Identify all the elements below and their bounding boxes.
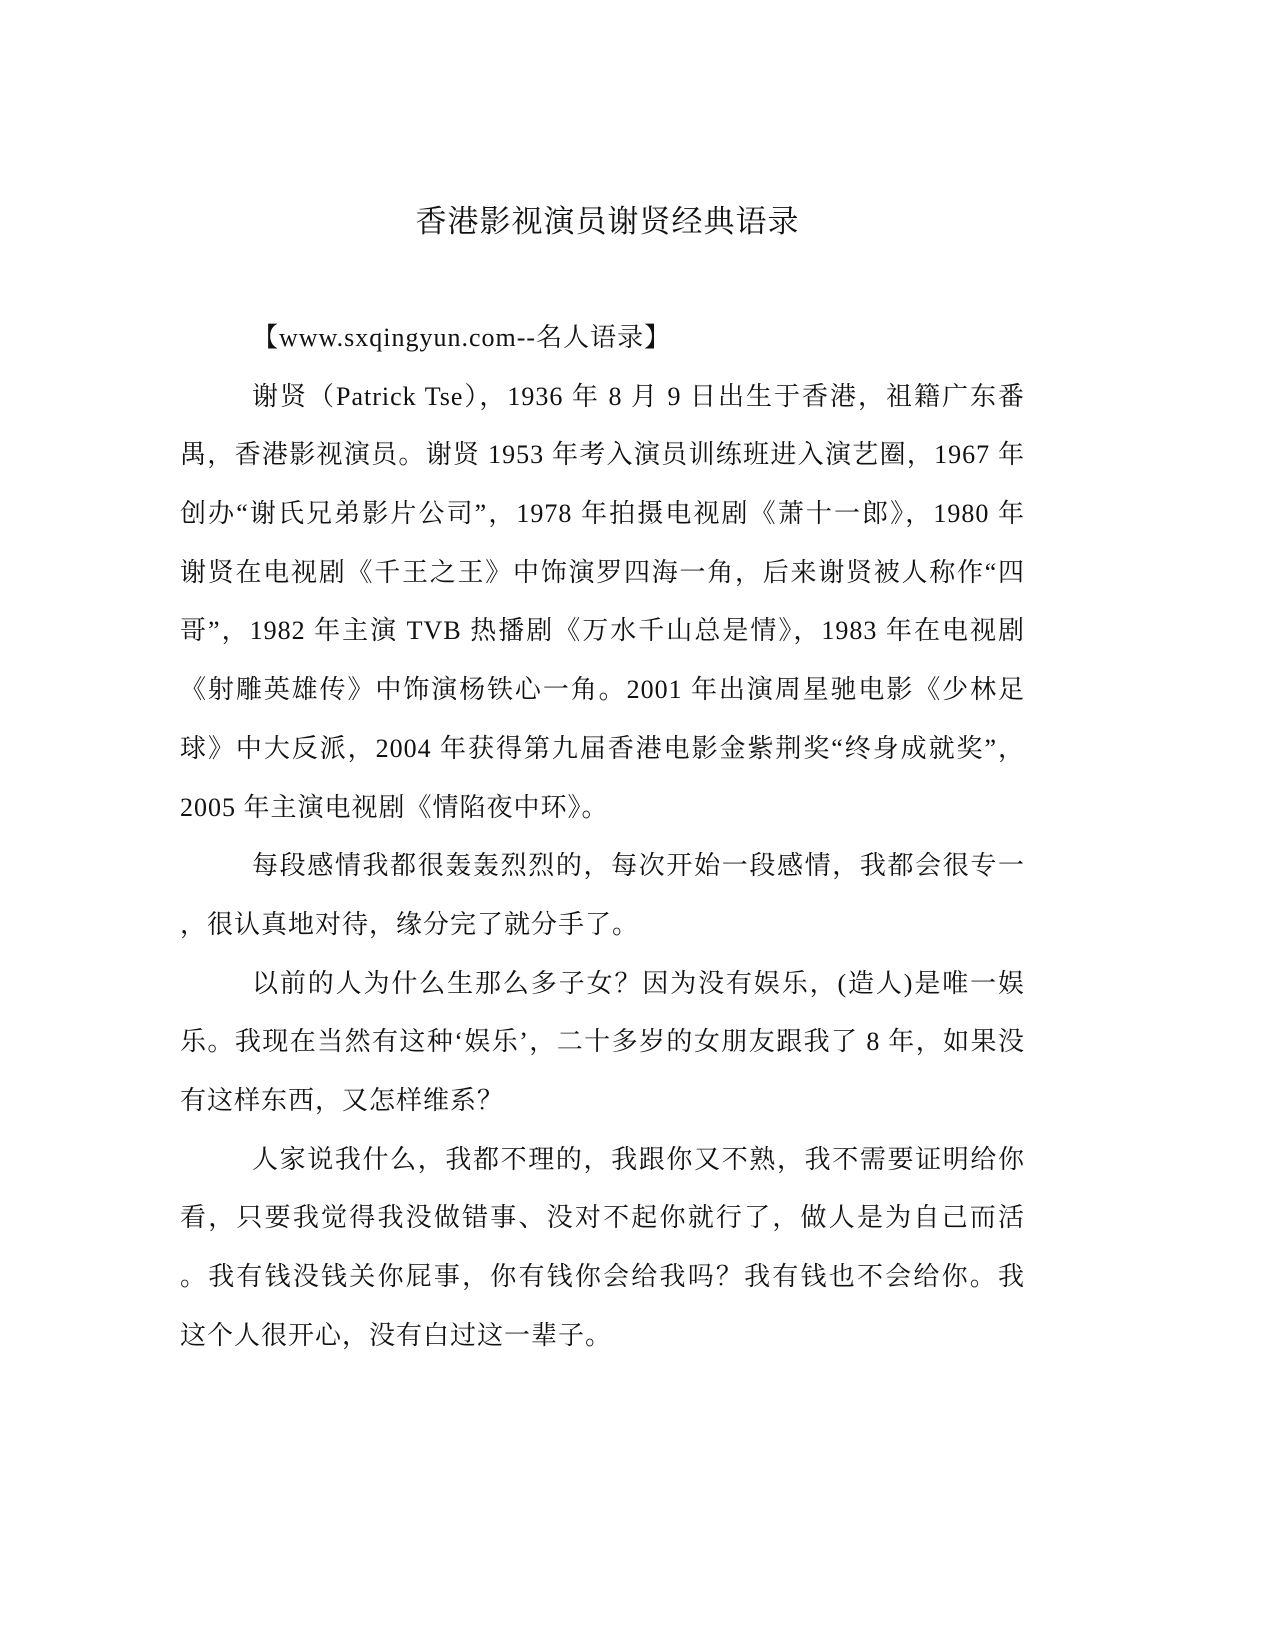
paragraph-line: 禺，香港影视演员。谢贤 1953 年考入演员训练班进入演艺圈，1967 年 [180, 440, 1025, 470]
paragraph-line: 。我有钱没钱关你屁事，你有钱你会给我吗？我有钱也不会给你。我 [180, 1262, 1025, 1291]
paragraph-line: 以前的人为什么生那么多子女？因为没有娱乐，(造人)是唯一娱 [252, 968, 1025, 998]
document-body [180, 316, 1025, 1372]
paragraph [180, 844, 1025, 961]
paragraph-line: 乐。我现在当然有这种‘娱乐’，二十多岁的女朋友跟我了 8 年，如果没 [180, 1027, 1025, 1057]
paragraph-line: 人家说我什么，我都不理的，我跟你又不熟，我不需要证明给你 [252, 1144, 1025, 1174]
paragraph [180, 962, 1025, 1138]
paragraph-line: 创办“谢氏兄弟影片公司”，1978 年拍摄电视剧《萧十一郎》，1980 年 [180, 499, 1025, 529]
paragraph-line: ，很认真地对待，缘分完了就分手了。 [180, 909, 640, 939]
paragraph-line: 这个人很开心，没有白过这一辈子。 [180, 1320, 613, 1350]
paragraph-line: 有这样东西，又怎样维系？ [180, 1085, 505, 1115]
paragraph-line: 看，只要我觉得我没做错事、没对不起你就行了，做人是为自己而活 [180, 1203, 1025, 1233]
paragraph [180, 1138, 1025, 1373]
paragraph-line: 谢贤（Patrick Tse），1936 年 8 月 9 日出生于香港，祖籍广东番 [252, 381, 1025, 411]
document-title: 香港影视演员谢贤经典语录 [415, 204, 800, 239]
paragraph-line: 2005 年主演电视剧《情陷夜中环》。 [180, 792, 609, 822]
paragraphs [180, 375, 1025, 1373]
paragraph-line: 《射雕英雄传》中饰演杨铁心一角。2001 年出演周星驰电影《少林足 [180, 675, 1025, 705]
paragraph-line: 谢贤在电视剧《千王之王》中饰演罗四海一角，后来谢贤被人称作“四 [180, 557, 1025, 587]
paragraph [180, 375, 1025, 845]
paragraph-line: 哥”，1982 年主演 TVB 热播剧《万水千山总是情》，1983 年在电视剧 [180, 616, 1025, 646]
source-line: 【www.sxqingyun.com--名人语录】 [252, 323, 672, 352]
paragraph-line: 球》中大反派，2004 年获得第九届香港电影金紫荆奖“终身成就奖”， [180, 733, 1025, 763]
paragraph-line: 每段感情我都很轰轰烈烈的，每次开始一段感情，我都会很专一 [252, 851, 1025, 881]
